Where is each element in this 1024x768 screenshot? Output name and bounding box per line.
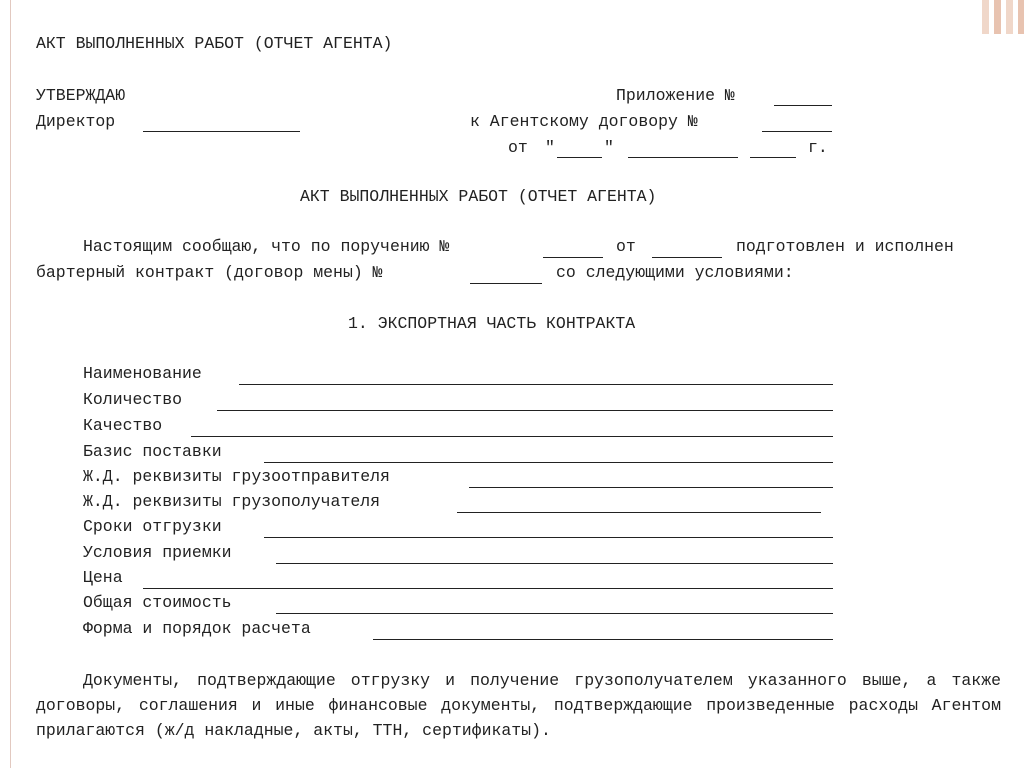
- field-label-shipping-terms: Сроки отгрузки: [83, 517, 222, 536]
- field-blank-price[interactable]: [143, 588, 833, 589]
- field-blank-shipping-terms[interactable]: [264, 537, 833, 538]
- date-quote-close: ": [604, 138, 614, 157]
- section-title: 1. ЭКСПОРТНАЯ ЧАСТЬ КОНТРАКТА: [348, 314, 636, 333]
- field-label-consignee-details: Ж.Д. реквизиты грузополучателя: [83, 492, 381, 511]
- field-blank-consignee-details[interactable]: [457, 512, 821, 513]
- field-label-quantity: Количество: [83, 390, 183, 409]
- intro-line2-a: бартерный контракт (договор мены) №: [36, 263, 383, 282]
- intro-part1: Настоящим сообщаю, что по поручению №: [83, 237, 450, 256]
- field-blank-quantity[interactable]: [217, 410, 833, 411]
- intro-part2: подготовлен и исполнен: [736, 237, 954, 256]
- field-label-payment-terms: Форма и порядок расчета: [83, 619, 311, 638]
- agent-contract-number-blank[interactable]: [762, 131, 832, 132]
- year-suffix: г.: [808, 138, 828, 157]
- field-blank-delivery-basis[interactable]: [264, 462, 833, 463]
- date-from-label: от: [508, 138, 528, 157]
- order-date-blank[interactable]: [652, 257, 722, 258]
- field-blank-payment-terms[interactable]: [373, 639, 833, 640]
- field-blank-acceptance-terms[interactable]: [276, 563, 833, 564]
- field-label-shipper-details: Ж.Д. реквизиты грузоотправителя: [83, 467, 390, 486]
- intro-from: от: [616, 237, 636, 256]
- date-month-blank[interactable]: [628, 157, 738, 158]
- date-quote-open: ": [545, 138, 555, 157]
- corner-decoration: [978, 0, 1024, 34]
- field-blank-total-cost[interactable]: [276, 613, 833, 614]
- director-label: Директор: [36, 112, 116, 131]
- order-number-blank[interactable]: [543, 257, 603, 258]
- approve-label: УТВЕРЖДАЮ: [36, 86, 126, 105]
- agent-contract-label: к Агентскому договору №: [470, 112, 698, 131]
- intro-line2-b: со следующими условиями:: [556, 263, 794, 282]
- barter-contract-number-blank[interactable]: [470, 283, 542, 284]
- date-year-blank[interactable]: [750, 157, 796, 158]
- director-signature-blank[interactable]: [143, 131, 300, 132]
- field-label-total-cost: Общая стоимость: [83, 593, 232, 612]
- field-label-acceptance-terms: Условия приемки: [83, 543, 232, 562]
- header-title: АКТ ВЫПОЛНЕННЫХ РАБОТ (ОТЧЕТ АГЕНТА): [36, 34, 393, 53]
- field-blank-shipper-details[interactable]: [469, 487, 833, 488]
- main-title: АКТ ВЫПОЛНЕННЫХ РАБОТ (ОТЧЕТ АГЕНТА): [300, 187, 657, 206]
- field-label-price: Цена: [83, 568, 123, 587]
- field-label-name: Наименование: [83, 364, 202, 383]
- field-blank-quality[interactable]: [191, 436, 833, 437]
- field-label-quality: Качество: [83, 416, 163, 435]
- field-blank-name[interactable]: [239, 384, 833, 385]
- field-label-delivery-basis: Базис поставки: [83, 442, 222, 461]
- page-left-border: [10, 0, 11, 768]
- date-day-blank[interactable]: [557, 157, 602, 158]
- appendix-number-blank[interactable]: [774, 105, 832, 106]
- closing-paragraph: Документы, подтверждающие отгрузку и получение грузополучателем указанного выше, а также договоры, соглашения и иные финансовые документы, подтверждающие произведенные расходы Агентом прилагаются (ж/д накладные, акты, ТТН, сертификаты).: [36, 671, 1001, 740]
- appendix-label: Приложение №: [616, 86, 735, 105]
